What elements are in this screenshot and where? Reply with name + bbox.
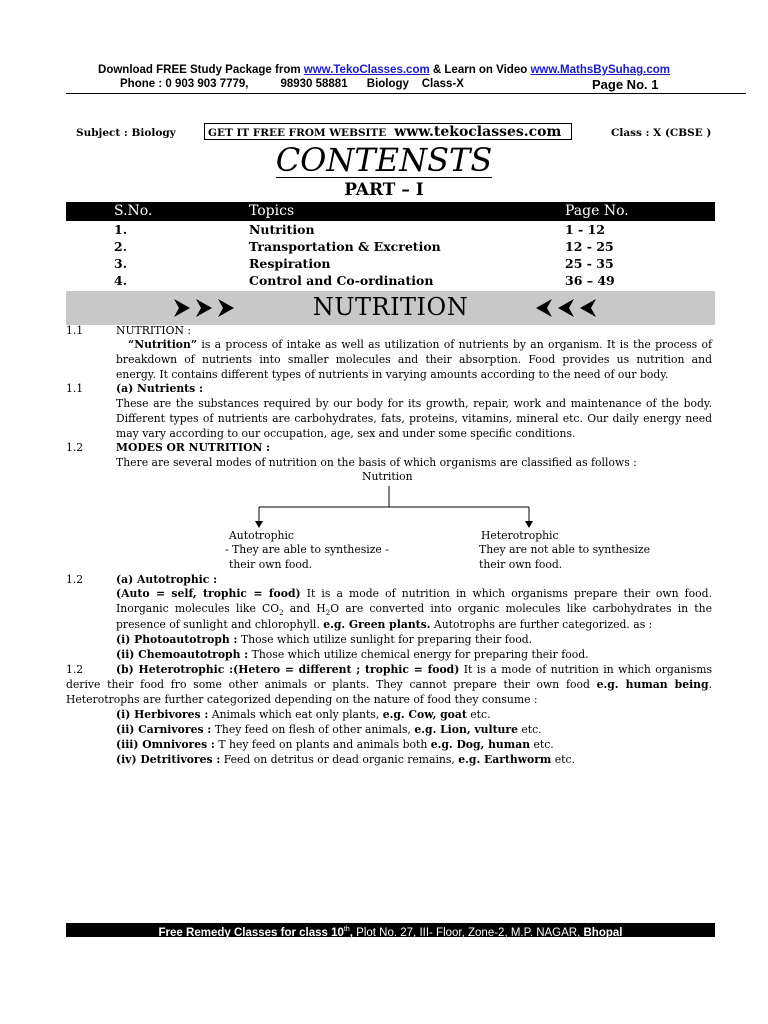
detritivores-text: Feed on detritus or dead organic remains, bbox=[220, 753, 459, 766]
row-page: 1 - 12 bbox=[565, 222, 605, 237]
footer-bold-text: Free Remedy Classes for class 10 bbox=[158, 926, 344, 939]
autotrophic-text-2a: Inorganic molecules like CO bbox=[116, 602, 280, 615]
detritivores-label: (iv) Detritivores : bbox=[116, 753, 221, 766]
carnivores-text: They feed on flesh of other animals, bbox=[211, 723, 415, 736]
nutrition-banner bbox=[66, 291, 715, 325]
carnivores-end: etc. bbox=[517, 723, 542, 736]
chemoautotroph-text: Those which utilize chemical energy for preparing their food. bbox=[248, 648, 589, 661]
part-heading: PART – I bbox=[344, 180, 424, 200]
section-number: 1.2 bbox=[66, 573, 84, 586]
table-row bbox=[66, 239, 715, 256]
table-row bbox=[66, 273, 715, 290]
subject-label: Subject : Biology bbox=[76, 127, 176, 139]
row-topic: Transportation & Excretion bbox=[249, 239, 441, 254]
heterotrophic-line-1 bbox=[116, 663, 712, 678]
h2o-subscript: 2 bbox=[325, 609, 331, 618]
heterotrophic-desc-2: their own food. bbox=[479, 558, 563, 571]
footer-comma: , bbox=[349, 926, 353, 939]
list-item bbox=[116, 753, 575, 768]
list-item bbox=[116, 708, 491, 723]
detritivores-example: e.g. Earthworm bbox=[458, 753, 552, 766]
row-sno: 4. bbox=[114, 273, 128, 288]
autotrophic-text-3a: presence of sunlight and chlorophyll. bbox=[116, 618, 324, 631]
autotrophic-text-1: It is a mode of nutrition in which organisms prepare their own food. bbox=[300, 587, 712, 600]
carnivores-label: (ii) Carnivores : bbox=[116, 723, 212, 736]
tekoclasses-link[interactable]: www.TekoClasses.com bbox=[303, 64, 430, 76]
carnivores-example: e.g. Lion, vulture bbox=[414, 723, 518, 736]
section-number: 1.2 bbox=[66, 441, 84, 454]
chemoautotroph-label: (ii) Chemoautotroph : bbox=[116, 648, 249, 661]
photoautotroph-text: Those which utilize sunlight for preparing their food. bbox=[237, 633, 533, 646]
row-page: 36 – 49 bbox=[565, 273, 615, 288]
row-page: 25 - 35 bbox=[565, 256, 614, 271]
herbivores-end: etc. bbox=[466, 708, 491, 721]
autotrophic-line-3 bbox=[116, 618, 712, 633]
row-sno: 3. bbox=[114, 256, 128, 271]
heterotrophic-text-2b: . bbox=[708, 678, 713, 691]
class-label: Class : X (CBSE ) bbox=[611, 127, 712, 139]
col-page: Page No. bbox=[565, 203, 629, 219]
footer-bar bbox=[66, 923, 715, 937]
nutrients-line-1: These are the substances required by our body for its growth, repair, work and maintenance of the body. bbox=[116, 397, 712, 410]
photoautotroph-label: (i) Photoautotroph : bbox=[116, 633, 238, 646]
heterotrophic-text-1: It is a mode of nutrition in which organisms bbox=[459, 663, 713, 676]
heterotrophic-title: Heterotrophic bbox=[481, 529, 559, 542]
co2-subscript: 2 bbox=[279, 609, 284, 618]
row-topic: Respiration bbox=[249, 256, 331, 271]
nutrition-text-1: is a process of intake as well as utilization of nutrients by an organism. It is the process of bbox=[197, 338, 712, 351]
get-free-label: GET IT FREE FROM WEBSITE bbox=[208, 127, 387, 139]
nutrition-line-2: breakdown of nutrients into smaller molecules and their absorption. Food provides us nutrition and bbox=[116, 353, 712, 366]
autotrophic-text-2c: O are converted into organic molecules like carbohydrates in the bbox=[330, 602, 712, 615]
herbivores-text: Animals which eat only plants, bbox=[208, 708, 383, 721]
banner-title: NUTRITION bbox=[312, 293, 469, 321]
omnivores-label: (iii) Omnivores : bbox=[116, 738, 215, 751]
heterotrophic-line-2 bbox=[66, 678, 712, 693]
row-topic: Nutrition bbox=[249, 222, 315, 237]
contents-table-header bbox=[66, 202, 715, 221]
autotrophic-text-3b: Autotrophs are further categorized. as : bbox=[430, 618, 653, 631]
autotrophic-example: e.g. Green plants. bbox=[323, 618, 431, 631]
table-row bbox=[66, 222, 715, 239]
list-item bbox=[116, 723, 542, 738]
nutrition-line-1 bbox=[128, 338, 712, 353]
autotrophic-desc-2: their own food. bbox=[229, 558, 313, 571]
autotrophic-line-1 bbox=[116, 587, 712, 602]
autotrophic-definition: (Auto = self, trophic = food) bbox=[116, 587, 301, 600]
section-number: 1.1 bbox=[66, 324, 84, 337]
nutrition-tree-diagram bbox=[250, 484, 540, 530]
section-number: 1.1 bbox=[66, 382, 84, 395]
heterotrophic-heading: (b) Heterotrophic :(Hetero = different ; trophic = food) bbox=[116, 663, 460, 676]
col-topics: Topics bbox=[249, 203, 295, 219]
footer-superscript: th bbox=[343, 926, 350, 933]
herbivores-example: e.g. Cow, goat bbox=[382, 708, 467, 721]
footer-address: Plot No. 27, III- Floor, Zone-2, M.P. NAGAR, bbox=[352, 926, 584, 939]
website-text: www.tekoclasses.com bbox=[394, 124, 562, 140]
row-sno: 1. bbox=[114, 222, 128, 237]
section-heading: (a) Autotrophic : bbox=[116, 573, 218, 586]
section-number: 1.2 bbox=[66, 663, 84, 676]
page-number: Page No. 1 bbox=[592, 77, 659, 92]
autotrophic-desc-1: - They are able to synthesize - bbox=[225, 543, 389, 556]
nutrition-line-3: energy. It contains different types of nutrients in varying amounts according to the need of our body. bbox=[116, 368, 669, 381]
omnivores-text: T hey feed on plants and animals both bbox=[214, 738, 431, 751]
header-phone-line: Phone : 0 903 903 7779, 98930 58881 Biology Class-X bbox=[120, 78, 464, 90]
row-topic: Control and Co-ordination bbox=[249, 273, 434, 288]
section-heading: NUTRITION : bbox=[116, 324, 191, 337]
list-item bbox=[116, 738, 554, 753]
header-line-1 bbox=[0, 64, 768, 76]
row-sno: 2. bbox=[114, 239, 128, 254]
heterotrophic-text-2a: derive their food fro some other animals or plants. They cannot prepare their own food bbox=[66, 678, 597, 691]
diagram-root: Nutrition bbox=[362, 470, 413, 483]
section-heading: (a) Nutrients : bbox=[116, 382, 203, 395]
page-title bbox=[0, 141, 768, 179]
omnivores-end: etc. bbox=[530, 738, 554, 751]
chemoautotroph-line bbox=[116, 648, 589, 663]
detritivores-end: etc. bbox=[551, 753, 575, 766]
heterotrophic-line-3: Heterotrophs are further categorized depending on the nature of food they consume : bbox=[66, 693, 538, 706]
arrows-left-icon bbox=[536, 297, 602, 319]
row-page: 12 - 25 bbox=[565, 239, 614, 254]
footer-city: Bhopal bbox=[583, 926, 623, 939]
photoautotroph-line bbox=[116, 633, 532, 648]
heterotrophic-desc-1: They are not able to synthesize bbox=[479, 543, 650, 556]
header-video-text: & Learn on Video bbox=[429, 64, 531, 76]
page-title-text: CONTENSTS bbox=[275, 141, 493, 179]
omnivores-example: e.g. Dog, human bbox=[430, 738, 531, 751]
autotrophic-title: Autotrophic bbox=[229, 529, 294, 542]
herbivores-label: (i) Herbivores : bbox=[116, 708, 209, 721]
section-heading: MODES OR NUTRITION : bbox=[116, 441, 271, 454]
header-download-text: Download FREE Study Package from bbox=[98, 64, 304, 76]
mathsbysuhag-link[interactable]: www.MathsBySuhag.com bbox=[530, 64, 670, 76]
get-free-box bbox=[204, 123, 572, 140]
table-row bbox=[66, 256, 715, 273]
heterotrophic-example: e.g. human being bbox=[596, 678, 709, 691]
nutrients-line-3: may vary according to our occupation, age, sex and under some specific conditions. bbox=[116, 427, 576, 440]
header-divider bbox=[66, 93, 746, 94]
nutrients-line-2: Different types of nutrients are carbohydrates, fats, proteins, vitamins, mineral etc. Our daily energy need bbox=[116, 412, 712, 425]
autotrophic-text-2b: and H bbox=[283, 602, 326, 615]
col-sno: S.No. bbox=[114, 203, 153, 219]
modes-line-1: There are several modes of nutrition on the basis of which organisms are classified as follows : bbox=[116, 456, 637, 469]
nutrition-term: “Nutrition” bbox=[128, 338, 198, 351]
